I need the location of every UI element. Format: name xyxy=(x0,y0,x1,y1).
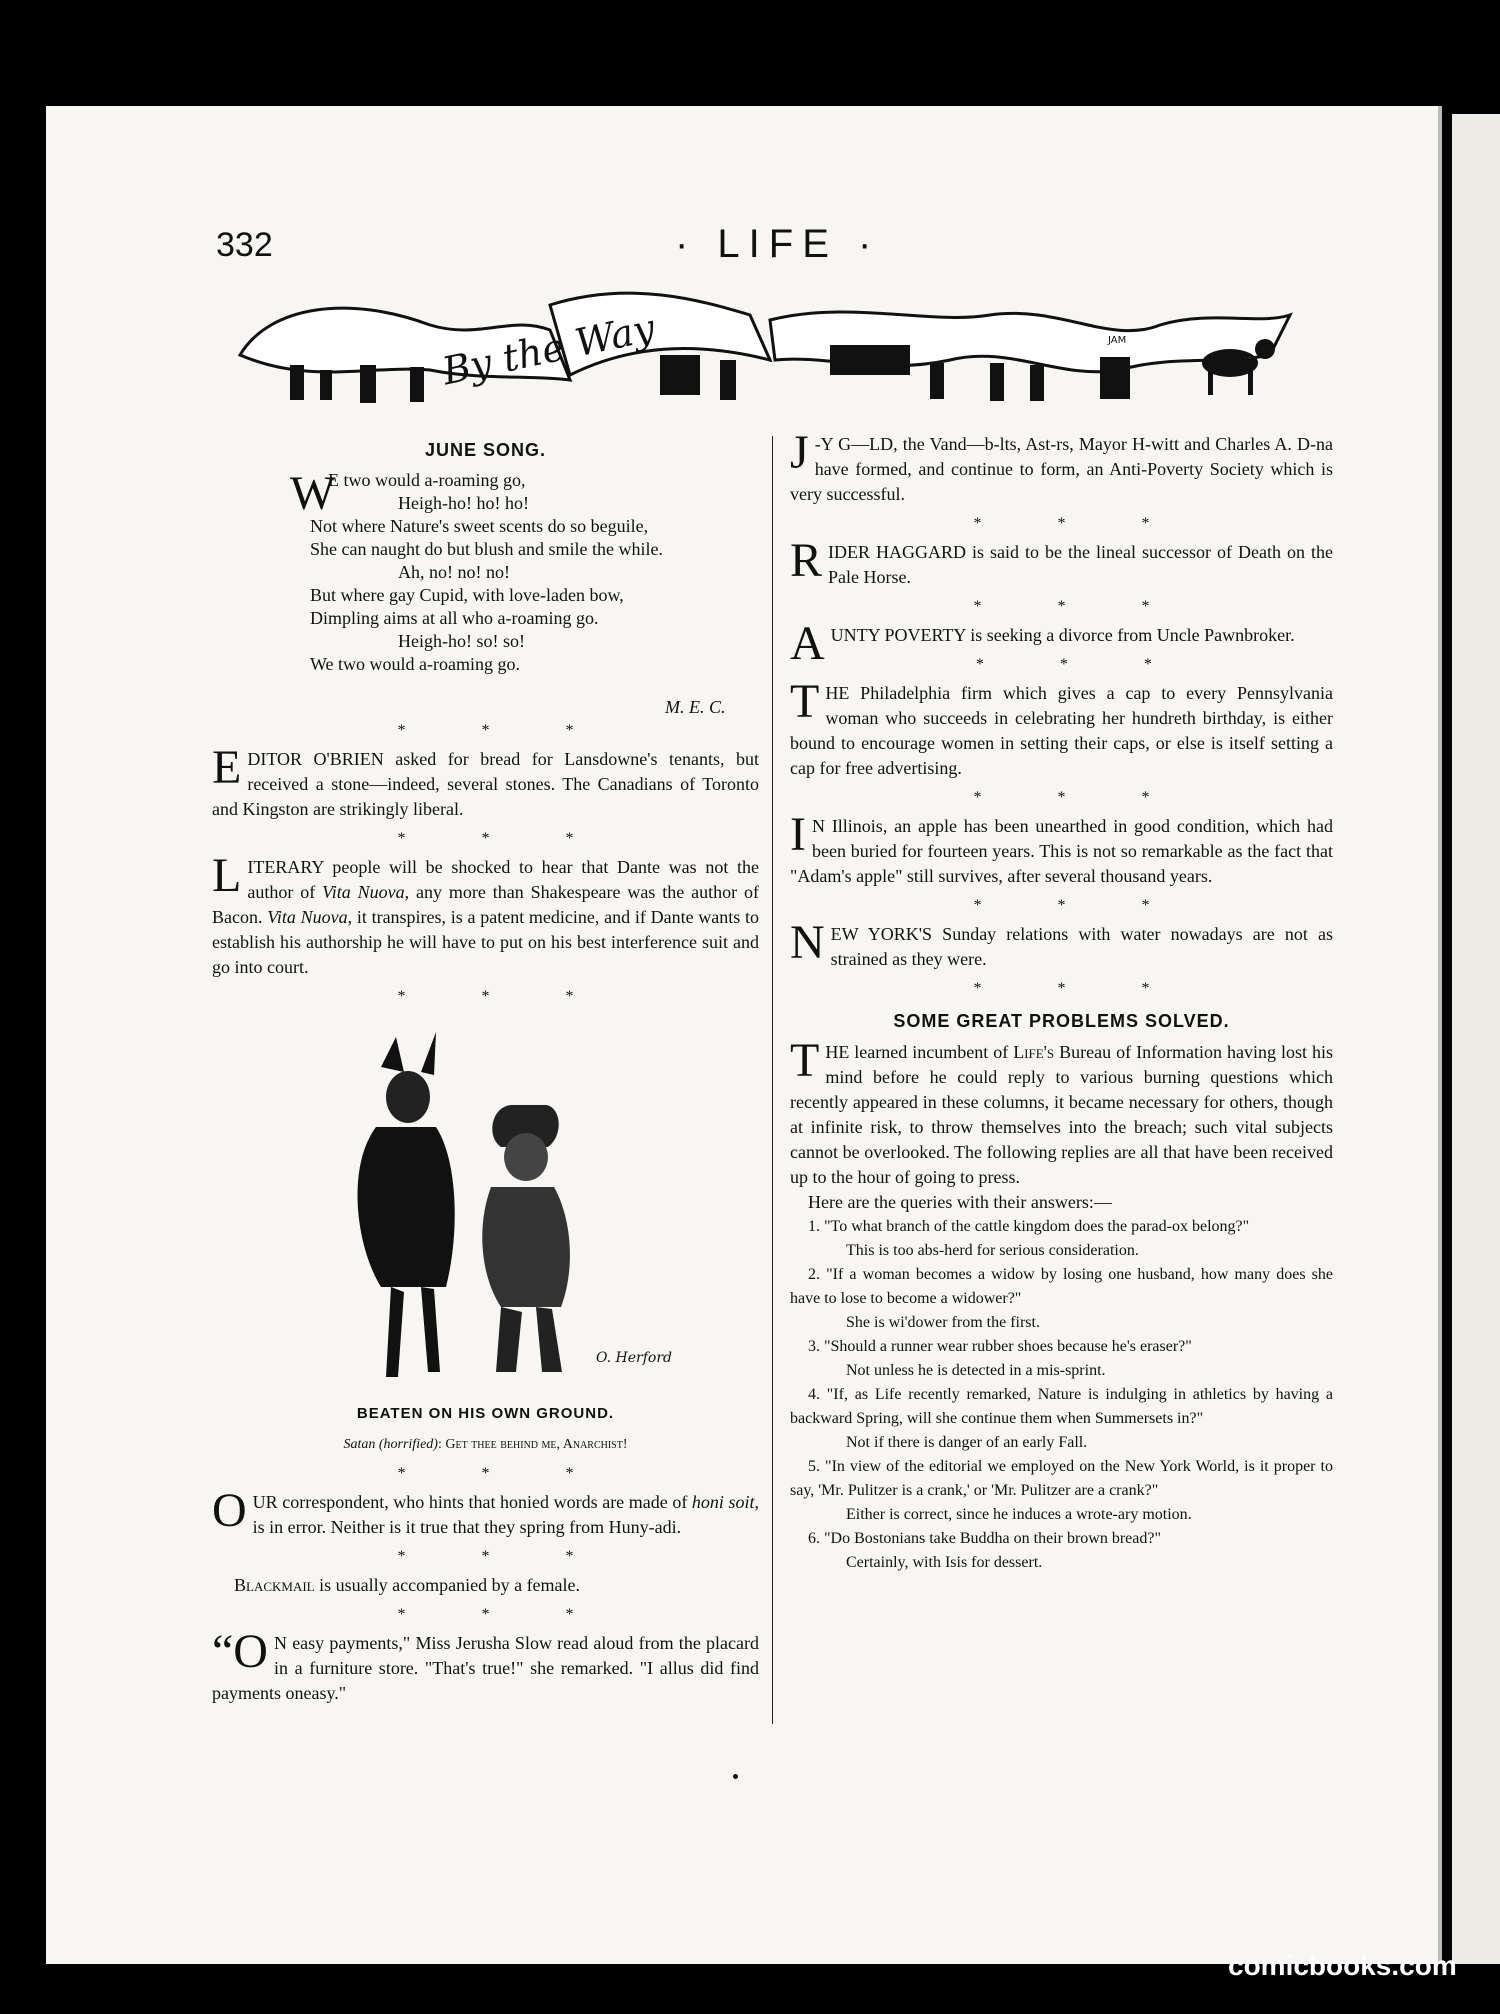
separator-stars: * * * xyxy=(397,988,610,1005)
paragraph-text: is usually accompanied by a female. xyxy=(314,1575,581,1595)
literary-paragraph xyxy=(212,849,760,980)
answer: Not unless he is detected in a mis-sprint. xyxy=(846,1362,1106,1379)
query: 5. "In view of the editorial we employed on the New York World, is it proper to say, 'Mr. Pulitzer is a crank,' or 'Mr. Pulitzer are a crank?" xyxy=(790,1458,1333,1499)
italic-phrase: honi soit xyxy=(691,1492,755,1512)
poem-line: Ah, no! no! no! xyxy=(398,562,510,582)
drop-cap: “O xyxy=(212,1625,268,1678)
masthead-title: · LIFE · xyxy=(675,222,881,266)
qa-list xyxy=(790,1215,1333,1575)
separator-stars: * * * xyxy=(973,598,1186,615)
obrien-paragraph xyxy=(212,741,759,822)
poem-line: E two would a-roaming go, xyxy=(328,470,526,490)
problems-title: SOME GREAT PROBLEMS SOLVED. xyxy=(893,1011,1230,1031)
drop-cap: O xyxy=(212,1484,247,1537)
separator-stars: * * * xyxy=(397,1548,610,1565)
drop-cap: E xyxy=(212,741,242,794)
speaker-name: Satan xyxy=(343,1437,376,1452)
poem-line: Heigh-ho! so! so! xyxy=(398,631,525,651)
separator-stars: * * * xyxy=(973,789,1186,806)
poem-signature: M. E. C. xyxy=(665,697,726,717)
column-divider xyxy=(772,436,773,1724)
answer: She is wi'dower from the first. xyxy=(846,1314,1040,1331)
adjacent-page-edge xyxy=(1452,114,1500,1964)
paragraph-text: -Y G—LD, the Vand—b-lts, Ast-rs, Mayor H-witt and Charles A. D-na have formed, and continue to form, an Anti-Poverty Society which is very successful. xyxy=(790,434,1333,504)
stage-direction: (horrified) xyxy=(378,1437,438,1452)
drop-cap: A xyxy=(790,617,825,670)
problems-intro-paragraph xyxy=(790,1034,1333,1190)
left-column xyxy=(212,438,759,1706)
query: 1. "To what branch of the cattle kingdom does the parad-ox belong?" xyxy=(808,1218,1250,1235)
paragraph-text: EW YORK'S Sunday relations with water nowadays are not as strained as they were. xyxy=(830,924,1333,969)
drop-cap: N xyxy=(790,916,825,969)
illinois-paragraph xyxy=(790,808,1333,889)
paragraph-text: HE learned incumbent of xyxy=(825,1042,1014,1062)
haggard-paragraph xyxy=(790,534,1333,590)
right-column xyxy=(790,426,1333,1575)
paragraph-text: IDER HAGGARD is said to be the lineal successor of Death on the Pale Horse. xyxy=(828,542,1333,587)
drop-cap: T xyxy=(790,1034,820,1087)
paragraph-text: N easy payments," Miss Jerusha Slow read aloud from the placard in a furniture store. "That's true!" she remarked. "I allus did find payments oneasy." xyxy=(212,1633,759,1703)
illustration-subcaption xyxy=(212,1432,759,1457)
drop-cap: T xyxy=(790,675,820,728)
separator-stars: * * * xyxy=(975,656,1188,673)
blackmail-paragraph xyxy=(212,1573,759,1598)
june-song-title: JUNE SONG. xyxy=(424,440,547,460)
honi-paragraph xyxy=(212,1484,759,1540)
answer: This is too abs-herd for serious consideration. xyxy=(846,1242,1139,1259)
paragraph-text: UR correspondent, who hints that honied words are made of xyxy=(252,1492,692,1512)
paragraph-text: , is in error. Neither is it true that they spring from Huny-adi. xyxy=(252,1492,759,1537)
query: 2. "If a woman becomes a widow by losing one husband, how many does she have to lose to become a widower?" xyxy=(790,1266,1333,1307)
aunty-paragraph xyxy=(790,617,1333,670)
answer: Either is correct, since he induces a wrote-ary motion. xyxy=(846,1506,1192,1523)
query: 4. "If, as Life recently remarked, Nature is indulging in athletics by having a backward Spring, will she continue them when Summersets in?" xyxy=(790,1386,1333,1427)
paragraph-text: ITERARY people will be shocked to hear that Dante was not the author of xyxy=(247,857,759,902)
separator-stars: * * * xyxy=(397,1606,610,1623)
paragraph-text: DITOR O'BRIEN asked for bread for Lansdowne's tenants, but received a stone—indeed, several stones. The Canadians of Toronto and Kingston are strikingly liberal. xyxy=(212,749,759,819)
query: 3. "Should a runner wear rubber shoes because he's eraser?" xyxy=(808,1338,1192,1355)
poem-line: Heigh-ho! ho! ho! xyxy=(398,493,529,513)
watermark-text: comicbooks.com xyxy=(1228,1950,1457,1981)
drop-cap: L xyxy=(212,849,242,902)
lead-word: Blackmail xyxy=(234,1575,315,1595)
paragraph-text: , any more than Shakespeare was the author of Bacon. xyxy=(212,882,760,927)
separator-stars: * * * xyxy=(397,722,610,739)
separator-stars: * * * xyxy=(397,830,610,847)
by-the-way-banner-illustration xyxy=(230,285,1320,410)
new-york-paragraph xyxy=(790,916,1333,972)
payments-paragraph xyxy=(212,1625,759,1706)
queries-intro: Here are the queries with their answers:— xyxy=(808,1192,1112,1212)
paragraph-text: UNTY POVERTY is seeking a divorce from Uncle Pawnbroker. xyxy=(830,625,1295,645)
answer: Certainly, with Isis for dessert. xyxy=(846,1554,1043,1571)
separator-stars: * * * xyxy=(973,515,1186,532)
query: 6. "Do Bostonians take Buddha on their brown bread?" xyxy=(808,1530,1161,1547)
answer: Not if there is danger of an early Fall. xyxy=(846,1434,1088,1451)
paragraph-text: HE Philadelphia firm which gives a cap to every Pennsylvania woman who succeeds in celebrating her hundreth birthday, is either bound to encourage women in setting their caps, or else is itself setting a cap for free advertising. xyxy=(790,683,1333,778)
poem-line: Dimpling aims at all who a-roaming go. xyxy=(310,608,599,628)
gould-paragraph xyxy=(790,426,1333,507)
poem-line: She can naught do but blush and smile the while. xyxy=(310,539,663,559)
poem-line: We two would a-roaming go. xyxy=(310,654,521,674)
separator-stars: * * * xyxy=(973,897,1186,914)
poem-line: But where gay Cupid, with love-laden bow, xyxy=(310,585,624,605)
drop-cap: W xyxy=(290,467,336,520)
page-number: 332 xyxy=(216,226,273,264)
paragraph-text: Bureau of Information having lost his mind before he could reply to various burning questions which recently appeared in these columns, it became necessary for others, though at infinite risk, to throw themselves into the breach; such vital subjects cannot be overlooked. The following replies are all that have been received up to the hour of going to press. xyxy=(790,1042,1333,1187)
illustration-caption: BEATEN ON HIS OWN GROUND. xyxy=(356,1405,615,1422)
poem-line: Not where Nature's sweet scents do so beguile, xyxy=(310,516,649,536)
philadelphia-paragraph xyxy=(790,675,1333,781)
illustration-artist-signature: O. Herford xyxy=(595,1350,672,1366)
banner-text: By the Way xyxy=(438,305,659,394)
drop-cap: J xyxy=(790,426,809,479)
separator-stars: * * * xyxy=(973,980,1186,997)
magazine-name: Life's xyxy=(1013,1042,1055,1062)
caption-line: : Get thee behind me, Anarchist! xyxy=(437,1437,628,1452)
page-edge xyxy=(1438,106,1442,1964)
italic-title: Vita Nuova xyxy=(322,882,405,902)
satan-anarchist-illustration xyxy=(286,1027,686,1397)
june-song-poem xyxy=(212,467,759,717)
separator-stars: * * * xyxy=(397,1465,610,1482)
page-footer-dot xyxy=(733,1774,738,1779)
banner-artist-signature: JAM xyxy=(1108,335,1127,346)
italic-title: Vita Nuova xyxy=(267,907,348,927)
paragraph-text: , it transpires, is a patent medicine, and if Dante wants to establish his authorship he will have to put on his best interference suit and go into court. xyxy=(212,907,760,977)
drop-cap: I xyxy=(790,808,806,861)
drop-cap: R xyxy=(790,534,823,587)
paragraph-text: N Illinois, an apple has been unearthed in good condition, which had been buried for fourteen years. This is not so remarkable as the fact that "Adam's apple" still survives, after several thousand years. xyxy=(790,816,1333,886)
